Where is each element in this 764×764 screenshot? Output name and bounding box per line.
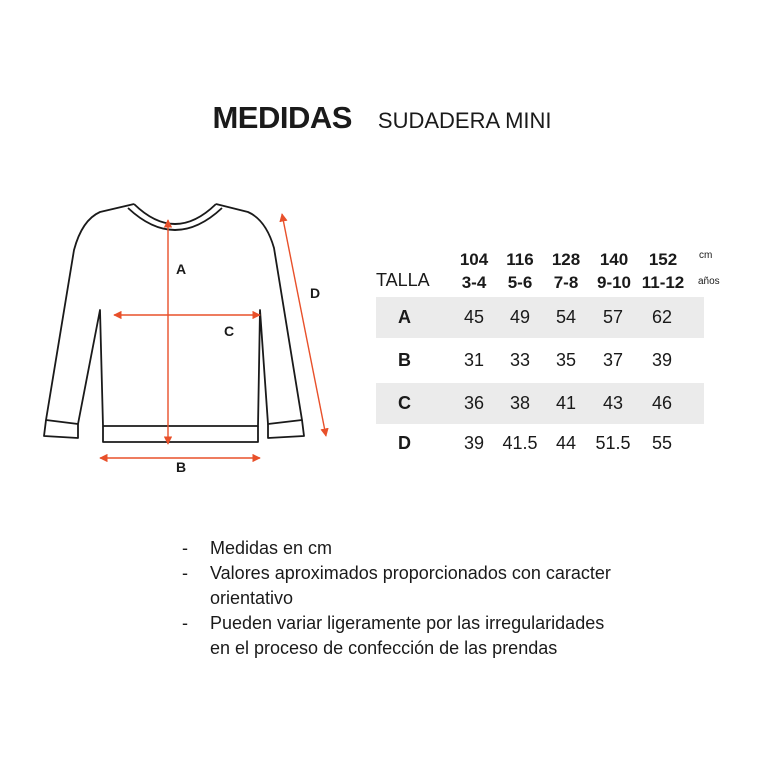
cell-value: 36 bbox=[463, 393, 485, 413]
cell-value: 45 bbox=[463, 307, 485, 327]
note-line: Valores aproximados proporcionados con caracter bbox=[210, 563, 611, 583]
row-label: B bbox=[398, 350, 411, 370]
table-row bbox=[376, 423, 704, 464]
cell-value: 39 bbox=[463, 433, 485, 453]
note-item bbox=[182, 536, 702, 561]
size-header bbox=[372, 248, 732, 298]
size-cm: 104 bbox=[459, 250, 489, 269]
cell-value: 39 bbox=[651, 350, 673, 370]
size-years: 7-8 bbox=[553, 273, 579, 292]
cell-value: 54 bbox=[555, 307, 577, 327]
title-sub: SUDADERA MINI bbox=[377, 108, 552, 133]
anos-unit: años bbox=[698, 276, 720, 287]
row-label: A bbox=[398, 307, 411, 327]
label-c: C bbox=[224, 323, 235, 339]
row-label: D bbox=[398, 433, 411, 453]
cell-value: 49 bbox=[509, 307, 531, 327]
label-d: D bbox=[310, 285, 321, 301]
cell-value: 44 bbox=[555, 433, 577, 453]
arrow-d bbox=[282, 214, 326, 436]
cell-value: 37 bbox=[602, 350, 624, 370]
cell-value: 57 bbox=[602, 307, 624, 327]
row-label: C bbox=[398, 393, 411, 413]
note-dash: - bbox=[182, 538, 188, 558]
note-line: Medidas en cm bbox=[210, 538, 333, 558]
cell-value: 43 bbox=[602, 393, 624, 413]
size-cm: 116 bbox=[506, 250, 534, 269]
cell-value: 46 bbox=[651, 393, 673, 413]
cell-value: 31 bbox=[463, 350, 485, 370]
title-main: MEDIDAS bbox=[212, 100, 352, 135]
label-b: B bbox=[176, 459, 187, 475]
size-cm: 140 bbox=[599, 250, 629, 269]
cell-value: 41 bbox=[555, 393, 577, 413]
note-line: en el proceso de confección de las prendas bbox=[210, 638, 558, 658]
label-a: A bbox=[176, 261, 187, 277]
note-line: orientativo bbox=[210, 588, 294, 608]
note-dash: - bbox=[182, 613, 188, 633]
cell-value: 38 bbox=[509, 393, 531, 413]
size-years: 9-10 bbox=[596, 273, 632, 292]
size-col bbox=[633, 248, 693, 294]
notes-list bbox=[182, 536, 702, 661]
cell-value: 41.5 bbox=[502, 433, 538, 453]
sweater-outline bbox=[44, 204, 304, 442]
table-row bbox=[376, 383, 704, 424]
cell-value: 33 bbox=[509, 350, 531, 370]
size-years: 3-4 bbox=[461, 273, 487, 292]
cell-value: 62 bbox=[651, 307, 673, 327]
cell-value: 55 bbox=[651, 433, 673, 453]
note-dash: - bbox=[182, 563, 188, 583]
talla-label: TALLA bbox=[376, 270, 430, 290]
cell-value: 51.5 bbox=[595, 433, 631, 453]
table-row bbox=[376, 340, 704, 381]
size-years: 5-6 bbox=[507, 273, 533, 292]
note-item bbox=[182, 561, 702, 611]
cm-unit: cm bbox=[699, 250, 713, 261]
sweater-diagram bbox=[30, 190, 350, 480]
page-title bbox=[0, 100, 764, 136]
table-row bbox=[376, 297, 704, 338]
note-item bbox=[182, 611, 702, 661]
note-line: Pueden variar ligeramente por las irregularidades bbox=[210, 613, 605, 633]
size-years: 11-12 bbox=[641, 273, 685, 292]
size-cm: 128 bbox=[551, 250, 581, 269]
cell-value: 35 bbox=[555, 350, 577, 370]
size-cm: 152 bbox=[648, 250, 678, 269]
